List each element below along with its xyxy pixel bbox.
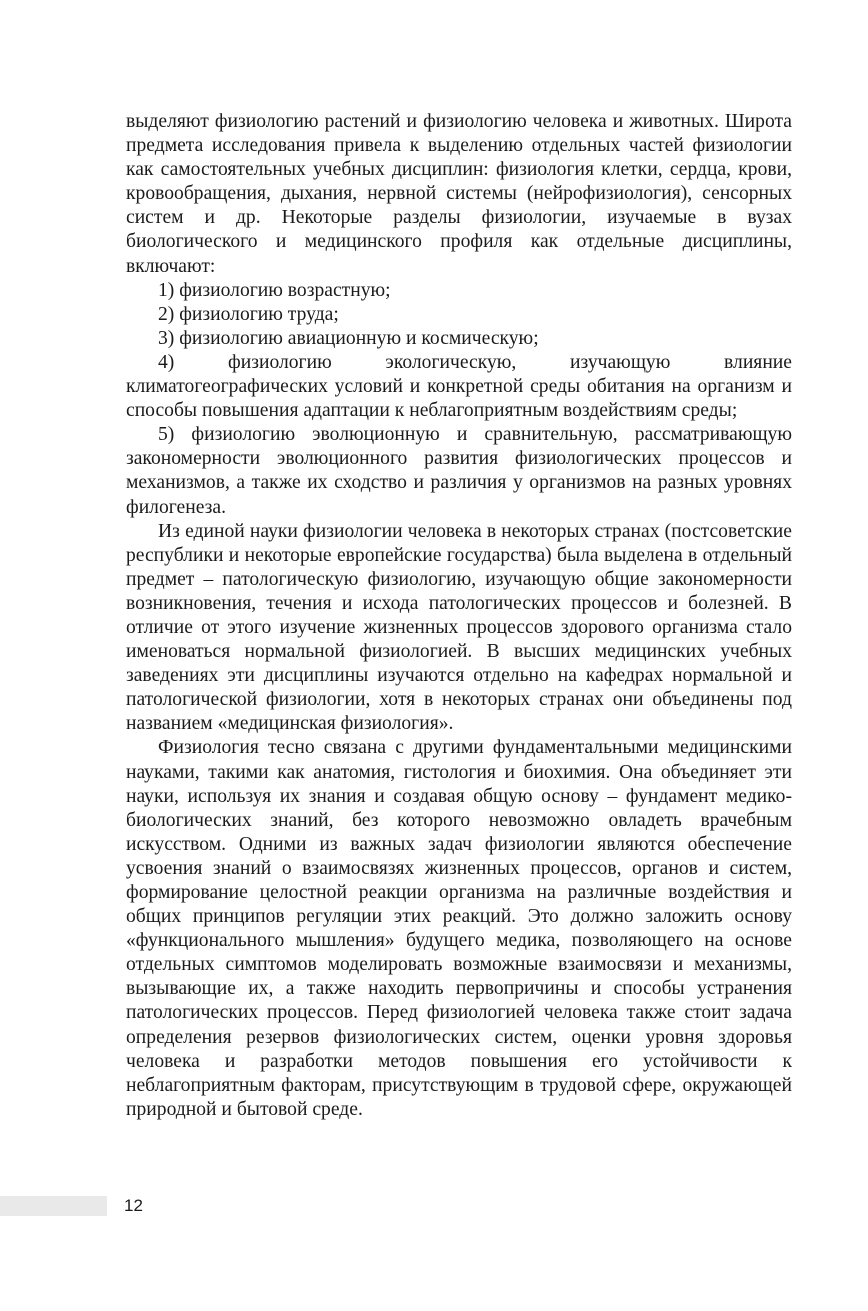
list-item-4: 4) физиологию экологическую, изучающую влияние климатогеографических условий и конкретной среды обитания на организм и способы повышения адаптации к неблагоприятным воздействиям среды; bbox=[126, 351, 792, 422]
paragraph-pathophysiology: Из единой науки физиологии человека в некоторых странах (постсоветские республики и некоторые европейские государства) была выделена в отдельный предмет – патологическую физиологию, изучающую общие закономерности возникновения, течения и исхода патологических процессов и болезней. В отличие от этого изучение жизненных процессов здорового организма стало именоваться нормальной физиологией. В высших медицинских учебных заведениях эти дисциплины изучаются отдельно на кафедрах нормальной и патологической физиологии, хотя в некоторых странах они объединены под названием «медицинская физиология». bbox=[126, 520, 792, 735]
footer-bar bbox=[0, 1196, 107, 1216]
list-item-2: 2) физиологию труда; bbox=[158, 303, 339, 325]
body-text bbox=[126, 110, 792, 1122]
list-item-3: 3) физиологию авиационную и космическую; bbox=[158, 327, 539, 349]
paragraph-intro: выделяют физиологию растений и физиологию человека и животных. Широта предмета исследования привела к выделению отдельных частей физиологии как самостоятельных учебных дисциплин: физиология клетки, сердца, крови, кровообращения, дыхания, нервной системы (нейрофизиология), сенсорных систем и др. Некоторые разделы физиологии, изучаемые в вузах биологического и медицинского профиля как отдельные дисциплины, включают: bbox=[126, 111, 792, 277]
list-item-5: 5) физиологию эволюционную и сравнительную, рассматривающую закономерности эволюционного развития физиологических процессов и механизмов, а также их сходство и различия у организмов на разных уровнях филогенеза. bbox=[126, 424, 792, 518]
list-item-1: 1) физиологию возрастную; bbox=[158, 279, 391, 301]
page-number: 12 bbox=[124, 1196, 143, 1215]
paragraph-fundamental-sciences: Физиология тесно связана с другими фундаментальными медицинскими науками, такими как анатомия, гистология и биохимия. Она объединяет эти науки, используя их знания и создавая общую основу – фундамент медико-биологических знаний, без которого невозможно овладеть врачебным искусством. Одними из важных задач физиологии являются обеспечение усвоения знаний о взаимосвязях жизненных процессов, органов и систем, формирование целостной реакции организма на различные воздействия и общих принципов регуляции этих реакций. Это должно заложить основу «функционального мышления» будущего медика, позволяющего на основе отдельных симптомов моделировать возможные взаимосвязи и механизмы, вызывающие их, а также находить первопричины и способы устранения патологических процессов. Перед физиологией человека также стоит задача определения резервов физиологических систем, оценки уровня здоровья человека и разработки методов повышения его устойчивости к неблагоприятным факторам, присутствующим в трудовой сфере, окружающей природной и бытовой среде. bbox=[126, 737, 792, 1120]
